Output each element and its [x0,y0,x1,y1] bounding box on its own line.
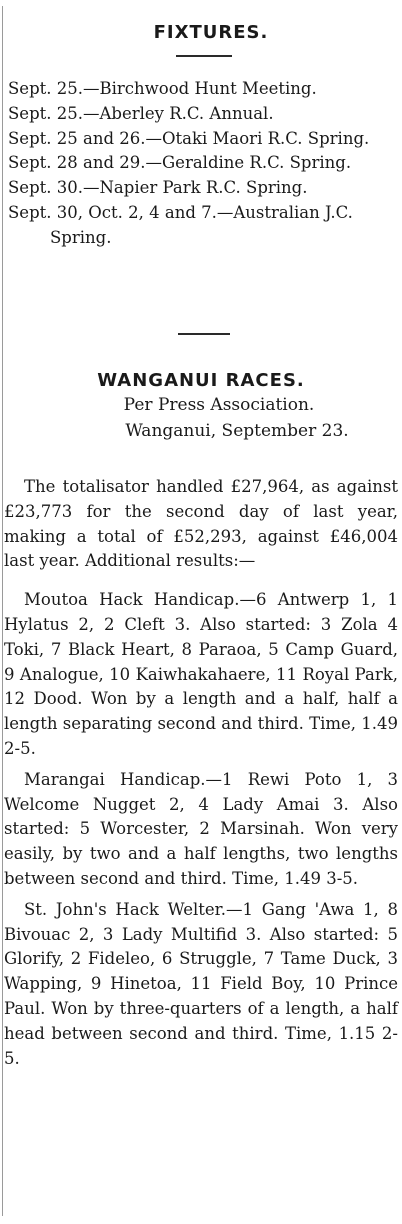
fixtures-list [8,77,398,251]
article-source: Per Press Association. [123,395,315,415]
article-paragraph: The totalisator handled £27,964, as against £23,773 for the second day of last year, making a total of £52,293, against £46,004 last year. Additional results:— [4,477,398,571]
article-paragraph: Moutoa Hack Handicap.—6 Antwerp 1, 1 Hylatus 2, 2 Cleft 3. Also started: 3 Zola 4 Toki, 7 Black Heart, 8 Paraoa, 5 Camp Guard, 9 Analogue, 10 Kaiwhakahaere, 11 Royal Park, 12 Dood. Won by a length and a half, half a length separating second and third. Time, 1.49 2-5. [4,590,398,758]
article-dateline: Wanganui, September 23. [125,421,349,441]
article-body [4,475,398,1077]
article-paragraph: Marangai Handicap.—1 Rewi Poto 1, 3 Welcome Nugget 2, 4 Lady Amai 3. Also started: 5 Worcester, 2 Marsinah. Won very easily, by two and a half lengths, two lengths between second and third. Time, 1.49 3-5. [4,769,398,888]
fixture-item: Sept. 25 and 26.—Otaki Maori R.C. Spring. [8,128,370,148]
fixture-item: Sept. 25.—Birchwood Hunt Meeting. [8,79,317,98]
fixture-item: Sept. 30.—Napier Park R.C. Spring. [8,178,308,198]
heading-rule [176,55,232,57]
column-edge-line [2,6,3,1216]
article-heading: WANGANUI RACES. [97,370,305,391]
section-divider [178,333,230,335]
fixtures-heading: FIXTURES. [153,22,269,43]
fixture-item: Sept. 25.—Aberley R.C. Annual. [8,103,274,123]
fixture-item: Sept. 28 and 29.—Geraldine R.C. Spring. [8,153,352,173]
article-paragraph: St. John's Hack Welter.—1 Gang 'Awa 1, 8 Bivouac 2, 3 Lady Multifid 3. Also started: 5 Glorify, 2 Fideleo, 6 Struggle, 7 Tame Duck, 3 Wapping, 9 Hinetoa, 11 Field Boy, 10 Prince Paul. Won by three-quarters of a length, a half head between second and third. Time, 1.15 2-5. [4,899,398,1068]
fixture-item: Sept. 30, Oct. 2, 4 and 7.—Australian J.C. Spring. [8,202,353,247]
